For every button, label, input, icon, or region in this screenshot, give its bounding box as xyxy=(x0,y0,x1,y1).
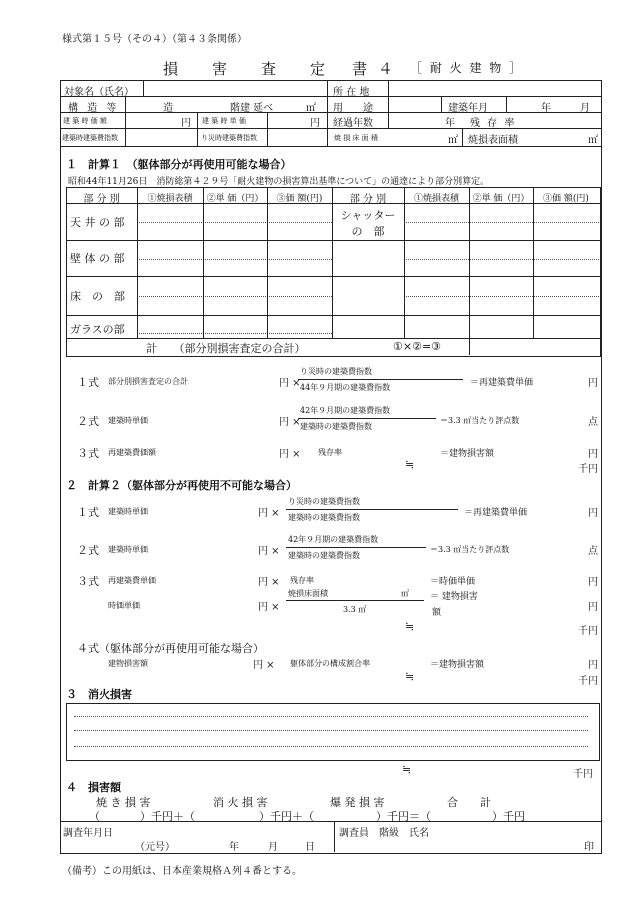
c2-s3-yen: 円 × xyxy=(258,577,280,588)
fire-sen: 千円 xyxy=(573,769,593,780)
c2-s4-text: 建物損害額 xyxy=(108,659,148,668)
c2-s2-yen: 円 × xyxy=(258,546,280,557)
f1-s2-label: ２式 xyxy=(77,415,99,428)
part-floor: 床 の 部 xyxy=(70,290,125,303)
c2-s3-unit: 円 xyxy=(588,577,598,588)
c2-s1-unit: 円 xyxy=(588,508,598,519)
f1-s2-yen: 円 × xyxy=(279,417,301,428)
damage-label-burn: 焼 き 損 害 xyxy=(96,796,151,809)
c2-s1-yen: 円 × xyxy=(258,508,280,519)
c2-s3-result: ＝時価単価 xyxy=(430,577,476,587)
unit-month: 月 xyxy=(580,103,590,114)
f1-s2-numerator: 42年９月期の建築費指数 xyxy=(300,406,391,415)
title-char: 定 xyxy=(310,60,326,78)
remarks-note: （備考）この用紙は、日本産業規格Ａ列４番とする。 xyxy=(62,866,302,877)
c2-s3b-result-2: 額 xyxy=(432,608,442,618)
c2-sen-2: 千円 xyxy=(578,676,598,687)
col-amount-right: ③価 額(円) xyxy=(543,194,589,204)
label-structure: 構 造 等 xyxy=(68,103,120,114)
label-year: 年 xyxy=(229,842,239,853)
c2-s4-unit: 円 xyxy=(588,660,598,671)
c2-s4-label: ４式（躯体部分が再使用可能な場合） xyxy=(77,642,264,655)
damage-paren-open: （ xyxy=(89,810,100,823)
label-elapsed-years: 経過年数 xyxy=(333,118,373,129)
c2-s2-text: 建築時単価 xyxy=(108,545,148,554)
label-era: （元号） xyxy=(135,842,175,853)
label-address: 所 在 地 xyxy=(333,87,370,98)
c2-sen: 千円 xyxy=(578,626,598,637)
fire-damage-box[interactable] xyxy=(66,703,600,761)
label-burned-floor-area: 焼 損 床 面 積 xyxy=(334,134,378,142)
c2-s2-result: ＝3.3 ㎡当たり評点数 xyxy=(430,545,510,554)
f1-s1-denominator: 44年９月期の建築費指数 xyxy=(300,383,391,392)
c2-s3-mid: 残存率 xyxy=(290,576,314,585)
f1-sen: 千円 xyxy=(578,464,598,475)
unit-sqm: ㎡ xyxy=(448,135,458,146)
title-subtitle: ［ 耐 火 建 物 ］ xyxy=(410,61,524,75)
title-char: 害 xyxy=(212,60,228,78)
f1-s3-label: ３式 xyxy=(77,447,99,460)
c2-s2-numerator: 42年９月期の建築費指数 xyxy=(288,535,379,544)
unit-sqm: ㎡ xyxy=(588,135,598,146)
c2-s3b-yen: 円 × xyxy=(258,602,280,613)
damage-burn-sep: ）千円＋（ xyxy=(140,810,195,823)
c2-s1-denominator: 建築時の建築費指数 xyxy=(288,513,360,522)
damage-extinguish-sep: ）千円＋（ xyxy=(259,810,314,823)
c2-s2-unit: 点 xyxy=(588,546,598,557)
form-number: 様式第１５号（その４）（第４３条関係） xyxy=(62,34,247,45)
label-residual-rate: 残 存 率 xyxy=(470,118,517,129)
col-amount-left: ③価 額(円) xyxy=(276,194,323,204)
f1-s3-text: 再建築費価額 xyxy=(108,448,156,457)
damage-label-explosion: 爆 発 損 害 xyxy=(330,796,385,809)
f1-s1-yen: 円 × xyxy=(279,378,301,389)
c2-s3b-denominator: 3.3 ㎡ xyxy=(343,605,367,614)
c2-s2-denominator: 建築時の建築費指数 xyxy=(288,551,360,560)
title-char: 査 xyxy=(261,60,277,78)
label-fire-cost-index: り災時建築費指数 xyxy=(201,134,257,142)
calc1-heading: １ 計算１ （躯体部分が再使用可能な場合） xyxy=(66,158,292,171)
label-day: 日 xyxy=(305,842,315,853)
label-floors-area: 階建 延べ xyxy=(230,103,274,114)
c2-s1-numerator: り災時の建築費指数 xyxy=(288,497,360,506)
damage-heading: ４ 損害額 xyxy=(66,781,121,794)
f1-s1-unit: 円 xyxy=(588,378,598,389)
label-month: 月 xyxy=(268,842,278,853)
unit-sqm: ㎡ xyxy=(306,103,316,114)
f1-s3-mid: 残存率 xyxy=(318,448,342,457)
label-subject-name: 対象名（氏名） xyxy=(64,87,134,98)
c2-s3b-num-unit: ㎡ xyxy=(401,589,409,598)
col-part-right: 部 分 別 xyxy=(349,194,387,205)
c2-s3b-unit: 円 xyxy=(588,602,598,613)
f1-s3-result: ＝建物損害額 xyxy=(440,449,495,459)
c2-s3-text: 再建築費単価 xyxy=(108,576,156,585)
c2-s3b-numerator: 焼損床面積 xyxy=(288,589,328,598)
unit-year: 年 xyxy=(541,103,551,114)
part-wall: 壁 体 の 部 xyxy=(70,252,125,265)
f1-s3-unit: 円 xyxy=(588,449,598,460)
calc1-note: 昭和44年11月26日 消防総第４２９号「耐火建物の損害算出基準について」の通達により部分別算定。 xyxy=(68,177,490,187)
damage-label-total: 合 計 xyxy=(447,796,491,809)
c2-s1-result: ＝再建築費単価 xyxy=(464,508,528,518)
part-shutter: シャッター xyxy=(340,209,396,222)
c2-approx-2: ≒ xyxy=(405,670,415,683)
label-survey-date: 調査年月日 xyxy=(63,828,113,839)
f1-s1-result: ＝再建築費単価 xyxy=(470,378,534,388)
c2-s3b-text: 時価単価 xyxy=(108,601,140,610)
f1-s2-denominator: 建築時の建築費指数 xyxy=(300,422,372,431)
fire-heading: ３ 消火損害 xyxy=(66,688,132,701)
title-char: 損 xyxy=(163,60,179,78)
c2-s4-result: ＝建物損害額 xyxy=(430,660,485,670)
damage-label-extinguish: 消 火 損 害 xyxy=(213,796,268,809)
part-shutter-2: の 部 xyxy=(351,225,385,238)
damage-total-close: ）千円 xyxy=(492,810,525,823)
title-char: 書 xyxy=(352,60,368,78)
col-unit-price-right: ②単 価（円） xyxy=(472,194,530,204)
col-unit-price-left: ②単 価（円） xyxy=(206,194,264,204)
unit-year: 年 xyxy=(445,118,455,129)
label-build-unit-price: 建 築 時 単 価 xyxy=(202,117,246,125)
c2-s1-label: １式 xyxy=(77,506,99,519)
f1-approx: ≒ xyxy=(405,458,415,471)
c2-s3b-result: ＝ 建物損害 xyxy=(430,592,478,602)
c2-s4-mid: 躯体部分の構成割合率 xyxy=(290,659,370,668)
calc1-total-label: 計 （部分別損害査定の合計） xyxy=(146,342,306,355)
unit-yen: 円 xyxy=(181,118,191,129)
col-burned-area-right: ①焼損表積 xyxy=(413,194,459,204)
c2-approx: ≒ xyxy=(405,620,415,633)
c2-s3-label: ３式 xyxy=(77,575,99,588)
label-usage: 用 途 xyxy=(333,103,373,114)
f1-s2-unit: 点 xyxy=(588,417,598,428)
part-ceiling: 天 井 の 部 xyxy=(70,216,125,229)
unit-yen: 円 xyxy=(310,118,320,129)
calc2-heading: ２ 計算２（躯体部分が再使用不可能な場合） xyxy=(66,479,297,492)
calc1-formula: ①×②=③ xyxy=(393,340,442,353)
c2-s4-yen: 円 × xyxy=(253,660,275,671)
f1-s1-text: 部分別損害査定の合計 xyxy=(108,377,188,386)
label-build-date: 建築年月 xyxy=(448,103,488,114)
col-part-left: 部 分 別 xyxy=(83,194,120,205)
fire-approx: ≒ xyxy=(402,763,412,776)
f1-s1-numerator: り災時の建築費指数 xyxy=(300,367,372,376)
c2-s2-label: ２式 xyxy=(77,544,99,557)
title-char: ４ xyxy=(378,60,394,78)
col-burned-area-left: ①焼損表積 xyxy=(147,194,193,204)
f1-s2-text: 建築時単価 xyxy=(108,416,148,425)
label-burned-surface-area: 焼損表面積 xyxy=(468,135,518,146)
f1-s2-result: ＝3.3 ㎡当たり評点数 xyxy=(440,416,520,425)
structure-zo: 造 xyxy=(163,103,173,114)
label-inspector: 調査員 階級 氏名 xyxy=(339,828,429,839)
f1-s1-label: １式 xyxy=(77,376,99,389)
damage-explosion-sep: ）千円＝（ xyxy=(376,810,431,823)
f1-s3-yen: 円 × xyxy=(279,449,301,460)
part-glass: ガラスの部 xyxy=(70,323,125,336)
label-build-cost-index: 建築時建築費指数 xyxy=(62,134,118,142)
c2-s1-text: 建築時単価 xyxy=(108,507,148,516)
label-build-value: 建 築 時 価 額 xyxy=(63,117,107,125)
seal-mark: 印 xyxy=(584,842,594,853)
